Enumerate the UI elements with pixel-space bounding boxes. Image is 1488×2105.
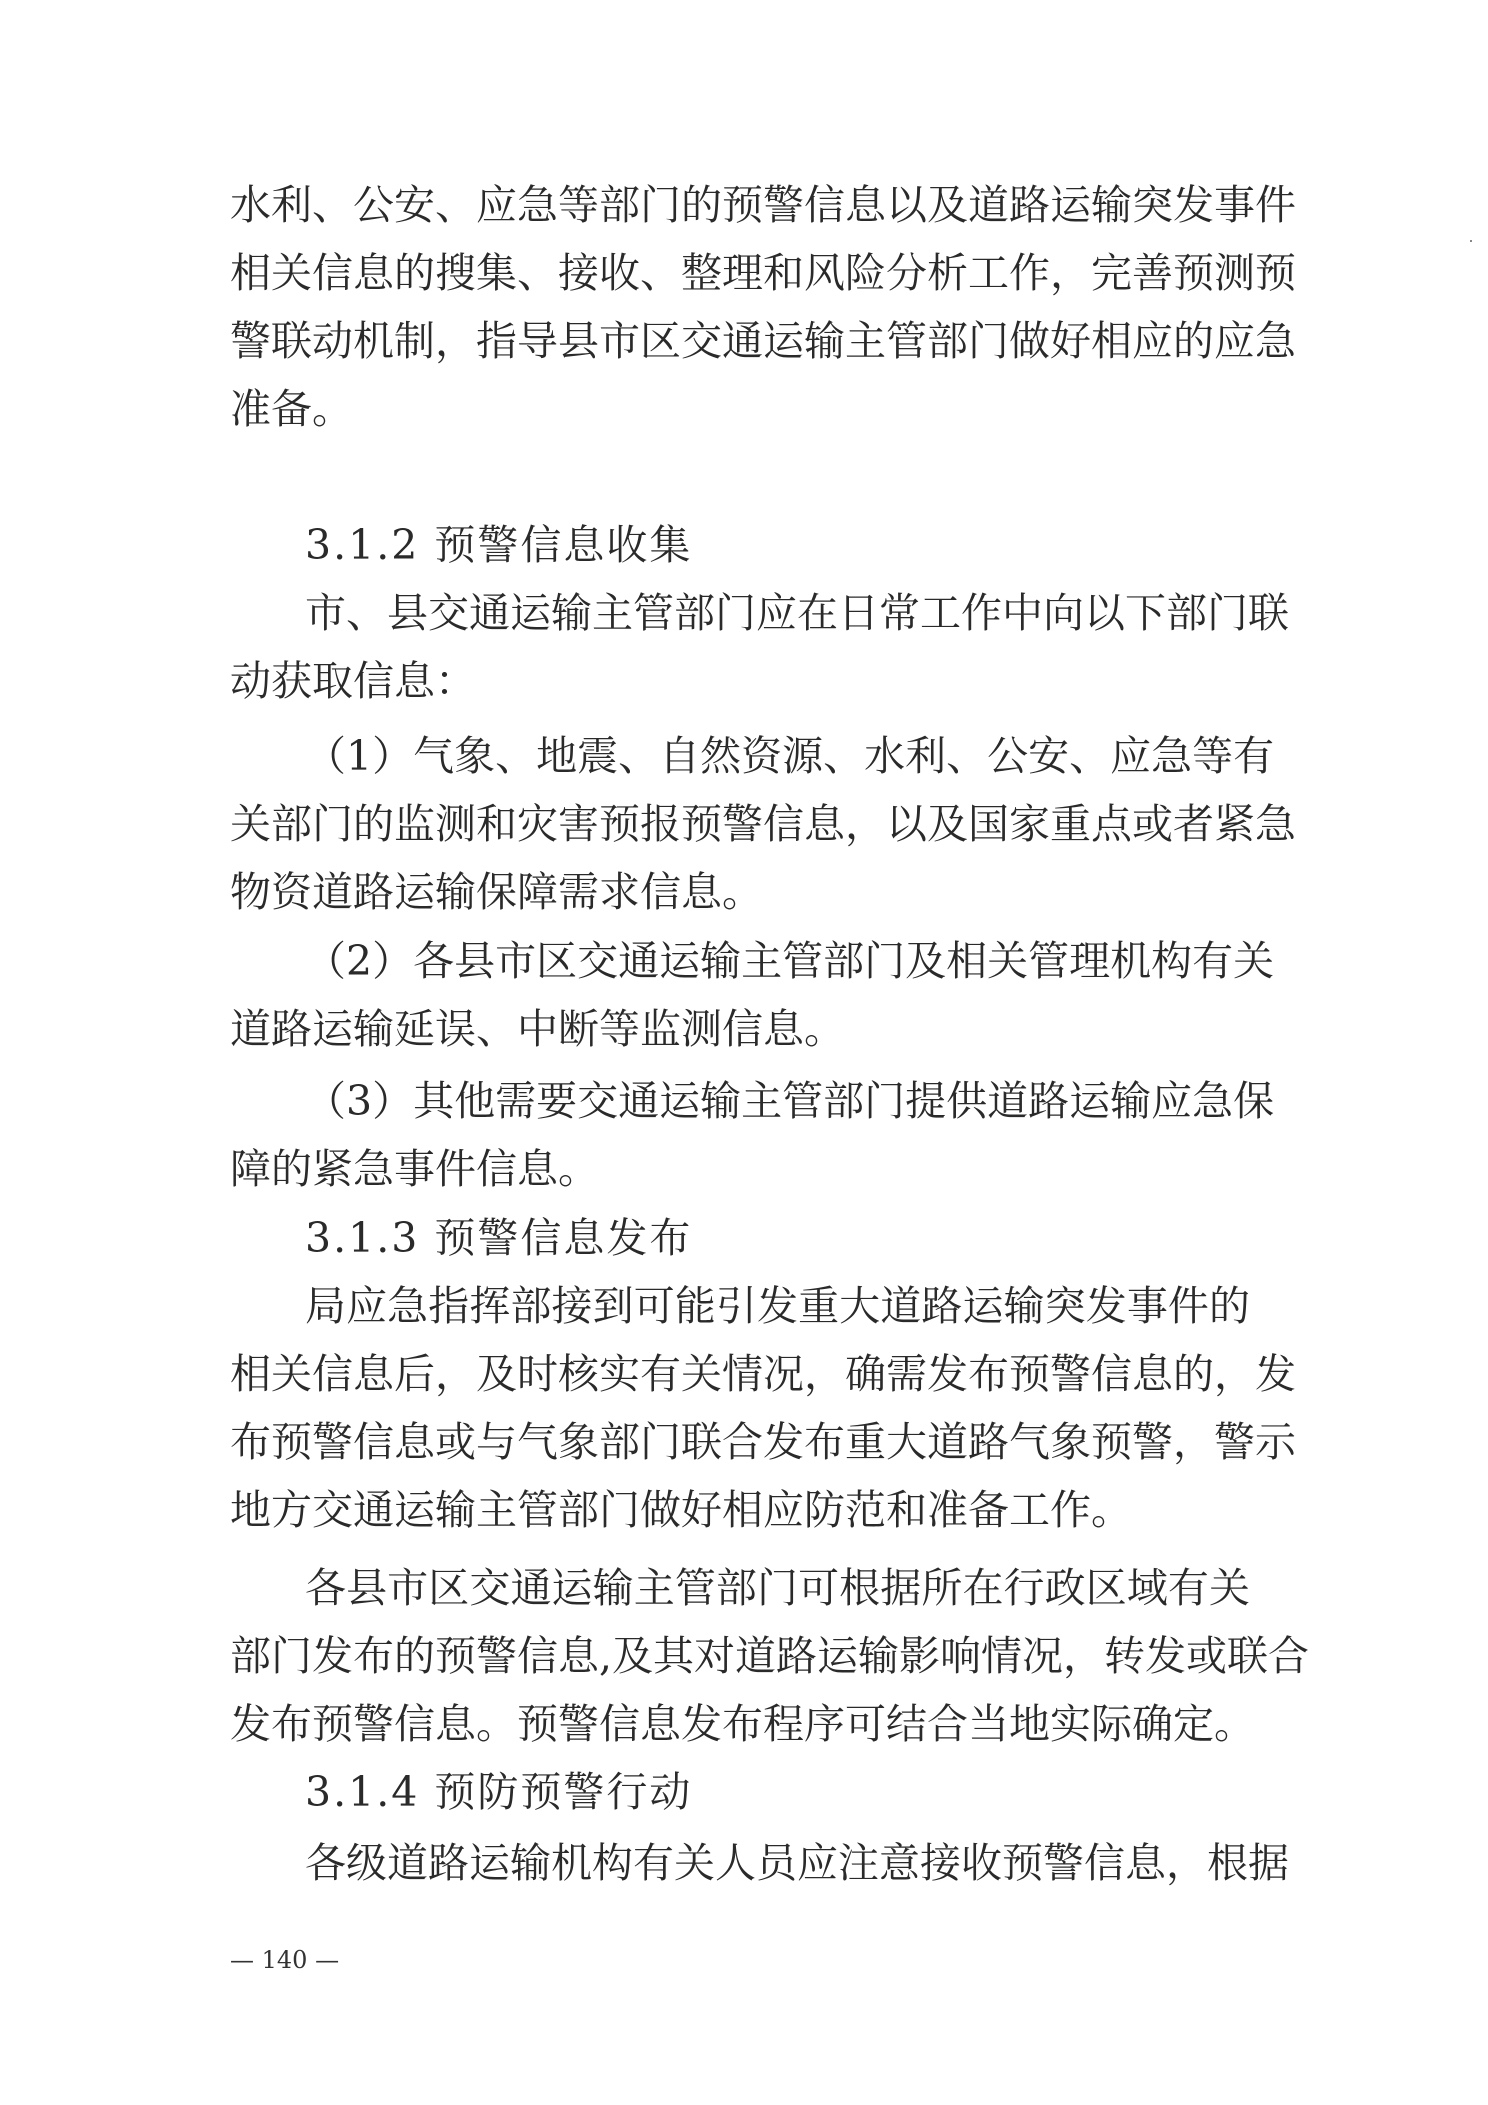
body-text-line: 发布预警信息。预警信息发布程序可结合当地实际确定。 (230, 1700, 1255, 1748)
body-text-line: 障的紧急事件信息。 (230, 1145, 599, 1193)
paragraph-first-line: 局应急指挥部接到可能引发重大道路运输突发事件的 (305, 1282, 1250, 1330)
body-text-line: 警联动机制，指导县市区交通运输主管部门做好相应的应急 (230, 317, 1296, 365)
scan-speck (1470, 240, 1472, 242)
page-number: — 140 — (230, 1946, 340, 1974)
body-text-line: 物资道路运输保障需求信息。 (230, 868, 763, 916)
section-heading-3-1-3: 3.1.3 预警信息发布 (305, 1214, 693, 1262)
body-text-line: 关部门的监测和灾害预报预警信息，以及国家重点或者紧急 (230, 800, 1296, 848)
paragraph-first-line: 各级道路运输机构有关人员应注意接收预警信息，根据 (305, 1839, 1289, 1887)
body-text-line: 道路运输延误、中断等监测信息。 (230, 1005, 845, 1053)
body-text-line: 相关信息的搜集、接收、整理和风险分析工作，完善预测预 (230, 249, 1296, 297)
section-heading-3-1-4: 3.1.4 预防预警行动 (305, 1768, 693, 1816)
list-item-2-first-line: （2）各县市区交通运输主管部门及相关管理机构有关 (305, 937, 1275, 985)
body-text-line: 相关信息后，及时核实有关情况，确需发布预警信息的，发 (230, 1350, 1296, 1398)
body-text-line: 布预警信息或与气象部门联合发布重大道路气象预警，警示 (230, 1418, 1296, 1466)
paragraph-first-line: 市、县交通运输主管部门应在日常工作中向以下部门联 (305, 589, 1289, 637)
body-text-line: 地方交通运输主管部门做好相应防范和准备工作。 (230, 1486, 1132, 1534)
section-heading-3-1-2: 3.1.2 预警信息收集 (305, 521, 693, 569)
body-text-line: 准备。 (230, 385, 353, 433)
paragraph-first-line: 各县市区交通运输主管部门可根据所在行政区域有关 (305, 1564, 1250, 1612)
list-item-1-first-line: （1）气象、地震、自然资源、水利、公安、应急等有 (305, 732, 1275, 780)
list-item-3-first-line: （3）其他需要交通运输主管部门提供道路运输应急保 (305, 1077, 1275, 1125)
body-text-line: 部门发布的预警信息,及其对道路运输影响情况，转发或联合 (230, 1632, 1310, 1680)
body-text-line: 动获取信息： (230, 657, 476, 705)
body-text-line: 水利、公安、应急等部门的预警信息以及道路运输突发事件 (230, 181, 1296, 229)
